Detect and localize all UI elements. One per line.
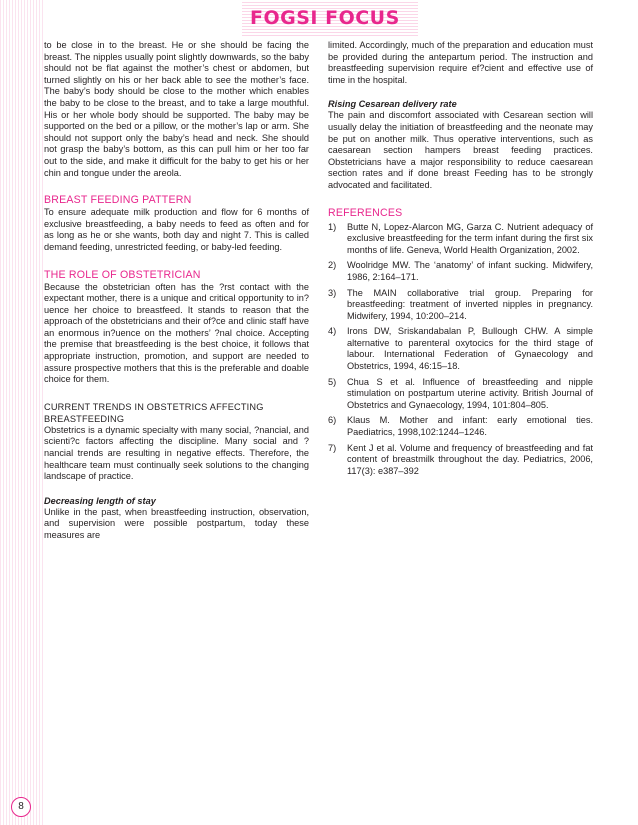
current-trends-paragraph: Obstetrics is a dynamic specialty with many social, ?nancial, and scienti?c factors affecting the discipline. Many social and ?nancial trends are resulting in negative effects. Therefore, the healthcare team must continually seek solutions to the changing landscape of practice. (44, 424, 309, 482)
reference-text: Klaus M. Mother and infant: early emotional ties. Paediatrics, 1998,102:1244–1246. (347, 415, 593, 438)
references-list (328, 222, 593, 478)
right-column (328, 40, 593, 481)
reference-number: 1) (328, 221, 337, 232)
decreasing-length-of-stay-paragraph: Unlike in the past, when breastfeeding instruction, observation, and supervision were possible postpartum, today these measures are (44, 506, 309, 540)
reference-text: The MAIN collaborative trial group. Preparing for breastfeeding: treatment of inverted nipples in pregnancy. Midwifery, 1994, 10:200–214. (347, 287, 593, 321)
continuation-paragraph: limited. Accordingly, much of the preparation and education must be provided during the antepartum period. The instruction and breastfeeding supervision require ef?cient and effective use of time in the hospital. (328, 40, 593, 85)
subheading-decreasing-length-of-stay: Decreasing length of stay (44, 495, 156, 506)
page-header-title: FOGSI FOCUS (250, 7, 400, 29)
reference-number: 3) (328, 287, 337, 298)
left-column (44, 40, 309, 542)
reference-number: 6) (328, 415, 337, 426)
reference-number: 5) (328, 376, 337, 387)
reference-number: 4) (328, 326, 337, 337)
reference-item (328, 326, 593, 372)
reference-number: 7) (328, 442, 337, 453)
decorative-stripes (0, 0, 44, 825)
reference-text: Chua S et al. Influence of breastfeeding and nipple stimulation on postpartum uterine activity. British Journal of Obstetrics and Gynaecology, 1994, 101:804–805. (347, 376, 593, 410)
section-heading-role-of-obstetrician: THE ROLE OF OBSTETRICIAN (44, 268, 201, 281)
breast-feeding-pattern-paragraph: To ensure adequate milk production and flow for 6 months of exclusive breastfeeding, a baby needs to feed as often and for as long as he or she wants, both day and night 7. This is called demand feeding, unrestricted feeding, or baby-led feeding. (44, 207, 309, 252)
reference-item (328, 222, 593, 257)
reference-item (328, 377, 593, 412)
section-heading-current-trends: CURRENT TRENDS IN OBSTETRICS AFFECTING BREASTFEEDING (44, 401, 264, 424)
reference-text: Irons DW, Sriskandabalan P, Bullough CHW. A simple alternative to parenteral oxytocics for the third stage of labour. International Federation of Gynaecology and Obstetrics, 1994, 46:15–18. (347, 326, 593, 372)
reference-number: 2) (328, 260, 337, 271)
reference-item (328, 288, 593, 323)
role-of-obstetrician-paragraph: Because the obstetrician often has the ?rst contact with the expectant mother, there is a unique and critical opportunity to in?uence her choice to breastfeed. It stands to reason that the approach of the obstetricians and their of?ce and clinic staff have an enormous in?uence on the mothers’ ?nal choice. Accepting the premise that breastfeeding is the best choice, it follows that appropriate instruction, promotion, and support are needed to assure prospective mothers that this is the preferable and doable choice for them. (44, 281, 309, 385)
subheading-rising-cesarean-rate: Rising Cesarean delivery rate (328, 99, 457, 110)
reference-text: Kent J et al. Volume and frequency of breastfeeding and fat content of breastmilk throughout the day. Pediatrics, 2006, 117(3): e387–392 (347, 442, 593, 476)
section-heading-breast-feeding-pattern: BREAST FEEDING PATTERN (44, 194, 192, 207)
reference-item (328, 443, 593, 478)
rising-cesarean-rate-paragraph: The pain and discomfort associated with Cesarean section will usually delay the initiation of breastfeeding and the neonate may be put on another milk. Thus operative interventions, such as caesarean section hampers breast feeding practices. Obstetricians have a major responsibility to reduce caesarean section rates and if done breast Feeding has to be strongly advocated and facilitated. (328, 110, 593, 190)
reference-item (328, 260, 593, 283)
reference-text: Butte N, Lopez-Alarcon MG, Garza C. Nutrient adequacy of exclusive breastfeeding for the term infant during the first six months of life. Geneva, World Health Organization, 2002. (347, 221, 593, 255)
reference-text: Woolridge MW. The ‘anatomy’ of infant sucking. Midwifery, 1986, 2:164–171. (347, 260, 593, 282)
intro-paragraph: to be close in to the breast. He or she should be facing the breast. The nipples usually point slightly downwards, so the baby should not be flat against the mother’s chest or abdomen, but turned slightly on his or her back able to see the mother’s face. The baby’s body should be close to the mother which enables the baby to be close to the breast, and to take a large mouthful. His or her whole body should be supported. The baby may be supported on the bed or a pillow, or the mother’s lap or arm. She should not support only the baby’s head and neck. She should not grasp the baby’s bottom, as this can pull him or her too far out to the side, and make it difficult for the baby to get his or her chin and tongue under the areola. (44, 40, 309, 178)
page-number: 8 (11, 797, 31, 817)
reference-item (328, 415, 593, 438)
references-heading: REFERENCES (328, 206, 403, 219)
